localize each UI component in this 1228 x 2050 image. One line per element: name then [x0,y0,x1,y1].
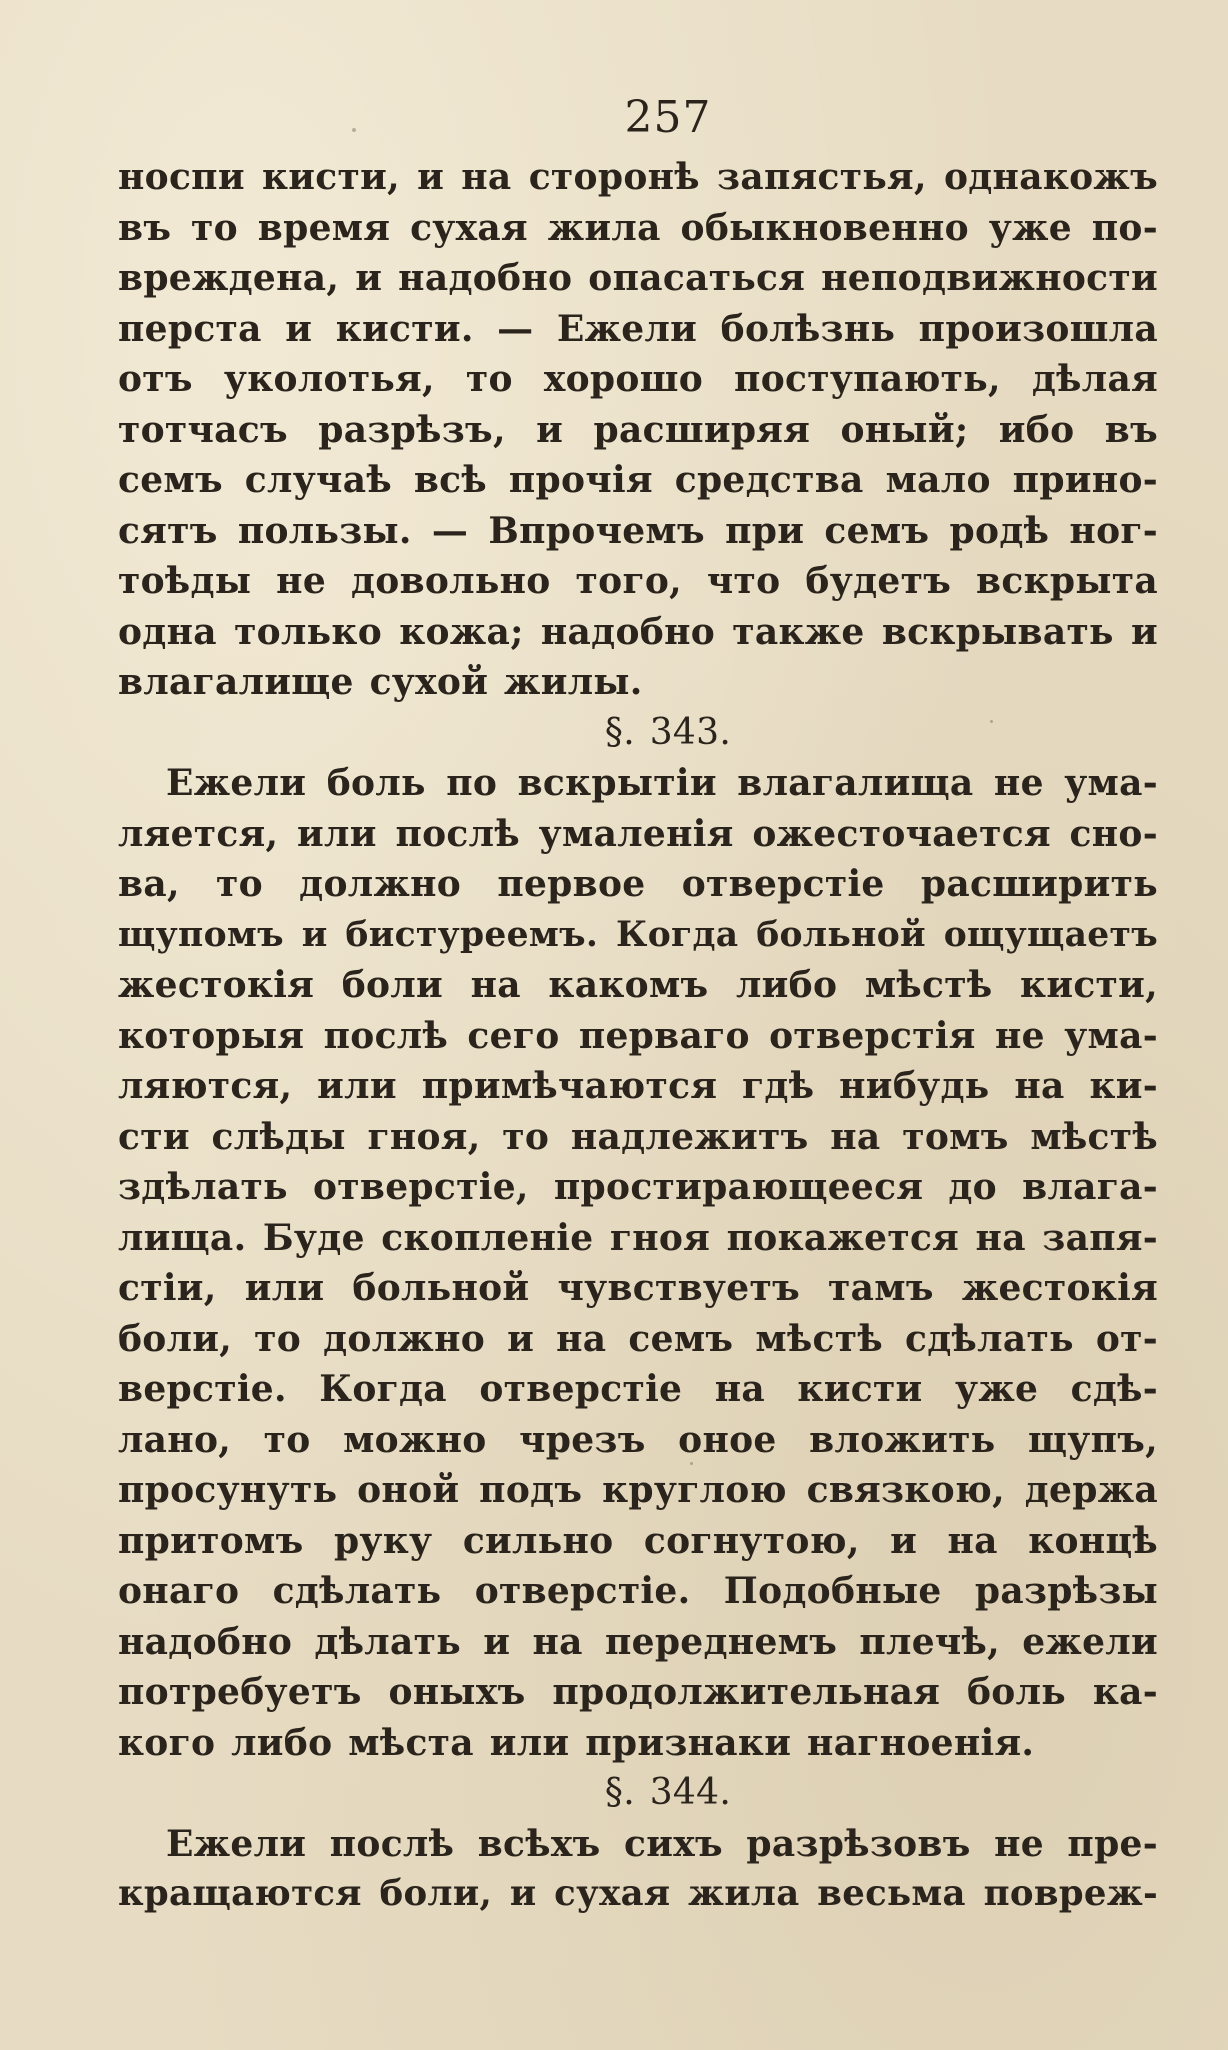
text-line: просунуть оной подъ круглою связкою, держа [118,1469,1158,1511]
text-line: ляются, или примѣчаются гдѣ нибудь на ки- [118,1065,1158,1107]
section-344-body [118,1819,1158,1920]
text-line: потребуетъ оныхъ продолжительная боль ка- [118,1671,1158,1713]
book-page [118,92,1158,1920]
text-line: боли, то должно и на семъ мѣстѣ сдѣлать от- [118,1317,1158,1360]
text-line: сятъ пользы. — Впрочемъ при семъ родѣ ног- [118,509,1158,552]
text-line: сти слѣды гноя, то надлежитъ на томъ мѣстѣ [118,1115,1158,1158]
text-line: семъ случаѣ всѣ прочія средства мало прино- [118,459,1158,501]
text-line: здѣлать отверстіе, простирающееся до влага- [118,1166,1158,1208]
text-line: влагалище сухой жилы. [118,661,643,703]
page-number: 257 [624,92,712,143]
text-line: въ то время сухая жила обыкновенно уже по- [118,206,1158,249]
section-343-body [118,758,1158,1768]
text-line: одна только кожа; надобно также вскрывать и [118,610,1158,653]
text-line: Ежели послѣ всѣхъ сихъ разрѣзовъ не пре- [166,1822,1158,1865]
text-line: кращаются боли, и сухая жила весьма повреж- [118,1873,1158,1914]
text-line: ва, то должно первое отверстіе расширить [118,863,1158,905]
text-line: лища. Буде скопленіе гноя покажется на запя- [118,1216,1158,1259]
text-line: отъ уколотья, то хорошо поступають, дѣлая [118,358,1158,400]
text-line: щупомъ и бистуреемъ. Когда больной ощущаетъ [118,914,1158,955]
text-line: надобно дѣлать и на переднемъ плечѣ, ежели [118,1620,1158,1663]
text-line: кого либо мѣста или признаки нагноенія. [118,1721,1035,1764]
text-line: вреждена, и надобно опасаться неподвижности [118,257,1158,299]
text-line: носпи кисти, и на сторонѣ запястья, однакожъ [118,156,1158,198]
section-heading-343: §. 343. [604,711,732,753]
text-line: лано, то можно чрезъ оное вложить щупъ, [118,1418,1158,1461]
section-heading-344: §. 344. [604,1772,732,1813]
paragraph-continuation [118,152,1158,708]
text-line: ляется, или послѣ умаленія ожесточается сно- [118,812,1158,855]
text-line: перста и кисти. — Ежели болѣзнь произошла [118,307,1158,350]
text-line: онаго сдѣлать отверстіе. Подобные разрѣзы [118,1570,1158,1612]
text-line: притомъ руку сильно согнутою, и на концѣ [118,1519,1158,1562]
text-line: которыя послѣ сего перваго отверстія не ума- [118,1014,1158,1057]
text-line: тотчасъ разрѣзъ, и расширяя оный; ибо въ [118,408,1158,451]
text-line: Ежели боль по вскрытіи влагалища не ума- [166,762,1158,804]
text-line: жестокія боли на какомъ либо мѣстѣ кисти, [118,964,1158,1006]
text-line: верстіе. Когда отверстіе на кисти уже сдѣ- [118,1368,1158,1410]
text-line: стіи, или больной чувствуетъ тамъ жестокія [118,1267,1158,1309]
text-line: тоѣды не довольно того, что будетъ вскрыта [118,560,1158,602]
